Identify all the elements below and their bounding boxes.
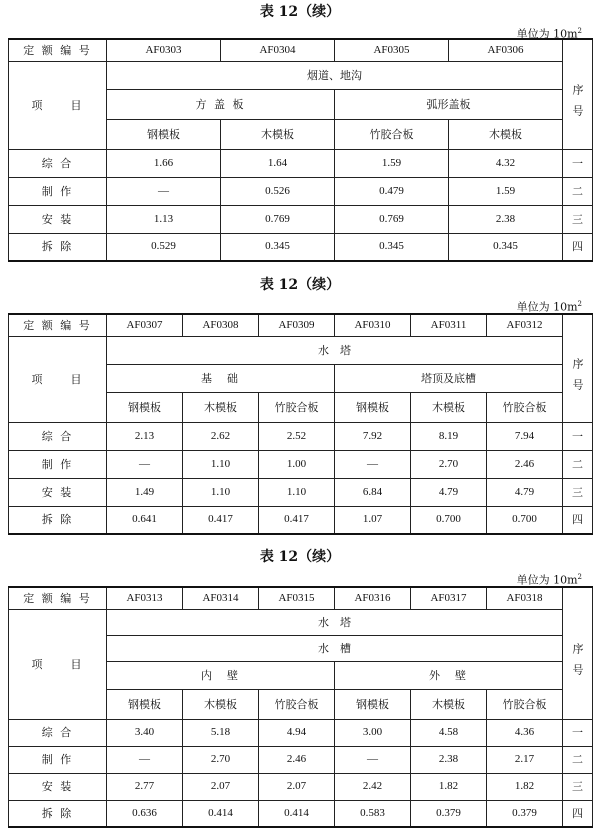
material-header: 钢模板 [335, 689, 411, 719]
value-cell: 1.66 [107, 149, 221, 177]
seq-header-top [563, 39, 593, 61]
value-cell: 2.42 [335, 773, 411, 800]
seq-label: 序号 [563, 336, 593, 422]
value-cell: 0.379 [487, 800, 563, 827]
value-cell: 0.345 [449, 233, 563, 261]
table-row [9, 506, 593, 534]
table-row [9, 478, 593, 506]
row-label: 综 合 [9, 422, 107, 450]
value-cell: 0.479 [335, 177, 449, 205]
value-cell: 4.58 [411, 719, 487, 746]
table-1-unit: 单位为 $10m^2$ [516, 27, 582, 41]
table-row [9, 177, 593, 205]
code-cell: AF0303 [107, 39, 221, 61]
group-sub-header: 水 槽 [107, 635, 563, 661]
table-row [9, 800, 593, 827]
quota-code-label: 定 额 编 号 [9, 587, 107, 609]
table-1-title: 表 12（续） [259, 4, 341, 20]
code-cell: AF0313 [107, 587, 183, 609]
value-cell: 2.70 [411, 450, 487, 478]
subgroup-header: 弧形盖板 [335, 89, 563, 119]
value-cell: 2.77 [107, 773, 183, 800]
seq-cell: 四 [563, 506, 593, 534]
code-cell: AF0314 [183, 587, 259, 609]
material-header: 竹胶合板 [259, 689, 335, 719]
material-header: 钢模板 [107, 392, 183, 422]
subgroup-header: 方 盖 板 [107, 89, 335, 119]
seq-cell: 三 [563, 773, 593, 800]
row-label: 制 作 [9, 450, 107, 478]
row-label: 拆 除 [9, 506, 107, 534]
value-cell: 0.769 [221, 205, 335, 233]
material-header: 钢模板 [107, 119, 221, 149]
item-label: 项 目 [9, 336, 107, 422]
value-cell: 2.62 [183, 422, 259, 450]
value-cell: 4.94 [259, 719, 335, 746]
material-header: 钢模板 [107, 689, 183, 719]
item-label: 项 目 [9, 609, 107, 719]
row-label: 制 作 [9, 177, 107, 205]
table-row [9, 205, 593, 233]
table-row [9, 773, 593, 800]
value-cell: 2.17 [487, 746, 563, 773]
table-3 [8, 586, 593, 828]
value-cell: 1.82 [487, 773, 563, 800]
value-cell: 2.07 [259, 773, 335, 800]
value-cell: 8.19 [411, 422, 487, 450]
group-main-header: 水 塔 [107, 609, 563, 635]
table-row [9, 233, 593, 261]
value-cell: 0.379 [411, 800, 487, 827]
material-header: 木模板 [449, 119, 563, 149]
code-cell: AF0305 [335, 39, 449, 61]
seq-cell: 二 [563, 450, 593, 478]
value-cell: — [107, 177, 221, 205]
value-cell: 0.700 [487, 506, 563, 534]
table-3-unit: 单位为 $10m^2$ [516, 573, 582, 587]
value-cell: 1.10 [259, 478, 335, 506]
row-label: 安 装 [9, 478, 107, 506]
material-header: 钢模板 [335, 392, 411, 422]
row-label: 拆 除 [9, 800, 107, 827]
value-cell: — [107, 746, 183, 773]
row-label: 综 合 [9, 719, 107, 746]
value-cell: 0.636 [107, 800, 183, 827]
value-cell: 0.583 [335, 800, 411, 827]
value-cell: 1.10 [183, 450, 259, 478]
value-cell: 0.641 [107, 506, 183, 534]
subgroup-header: 内 壁 [107, 661, 335, 689]
value-cell: — [335, 450, 411, 478]
value-cell: 1.82 [411, 773, 487, 800]
value-cell: 1.59 [335, 149, 449, 177]
seq-label: 序号 [563, 61, 593, 149]
seq-cell: 四 [563, 800, 593, 827]
value-cell: 2.13 [107, 422, 183, 450]
value-cell: 2.38 [411, 746, 487, 773]
material-header: 木模板 [183, 689, 259, 719]
value-cell: — [107, 450, 183, 478]
group-main-header: 水 塔 [107, 336, 563, 364]
value-cell: 0.345 [221, 233, 335, 261]
table-2-title: 表 12（续） [259, 277, 341, 293]
material-header: 竹胶合板 [487, 392, 563, 422]
code-cell: AF0309 [259, 314, 335, 336]
seq-cell: 三 [563, 205, 593, 233]
seq-header-top [563, 314, 593, 336]
value-cell: 0.414 [183, 800, 259, 827]
quota-code-label: 定 额 编 号 [9, 314, 107, 336]
code-cell: AF0306 [449, 39, 563, 61]
row-label: 拆 除 [9, 233, 107, 261]
value-cell: 2.46 [487, 450, 563, 478]
seq-cell: 四 [563, 233, 593, 261]
code-cell: AF0310 [335, 314, 411, 336]
table-row [9, 746, 593, 773]
value-cell: 1.59 [449, 177, 563, 205]
material-header: 木模板 [221, 119, 335, 149]
value-cell: 0.529 [107, 233, 221, 261]
material-header: 竹胶合板 [335, 119, 449, 149]
table-1 [8, 38, 593, 262]
material-header: 木模板 [411, 689, 487, 719]
table-row [9, 719, 593, 746]
code-cell: AF0308 [183, 314, 259, 336]
row-label: 制 作 [9, 746, 107, 773]
group-main-header: 烟道、地沟 [107, 61, 563, 89]
subgroup-header: 塔顶及底槽 [335, 364, 563, 392]
value-cell: 7.94 [487, 422, 563, 450]
quota-code-label: 定 额 编 号 [9, 39, 107, 61]
table-2 [8, 313, 593, 535]
value-cell: — [335, 746, 411, 773]
material-header: 竹胶合板 [259, 392, 335, 422]
seq-cell: 一 [563, 149, 593, 177]
seq-cell: 二 [563, 177, 593, 205]
row-label: 安 装 [9, 205, 107, 233]
row-label: 安 装 [9, 773, 107, 800]
value-cell: 0.417 [183, 506, 259, 534]
value-cell: 0.526 [221, 177, 335, 205]
value-cell: 1.00 [259, 450, 335, 478]
seq-cell: 三 [563, 478, 593, 506]
seq-cell: 一 [563, 422, 593, 450]
value-cell: 1.49 [107, 478, 183, 506]
value-cell: 3.40 [107, 719, 183, 746]
code-cell: AF0307 [107, 314, 183, 336]
code-cell: AF0316 [335, 587, 411, 609]
value-cell: 3.00 [335, 719, 411, 746]
code-cell: AF0318 [487, 587, 563, 609]
value-cell: 0.345 [335, 233, 449, 261]
row-label: 综 合 [9, 149, 107, 177]
value-cell: 4.79 [411, 478, 487, 506]
value-cell: 1.07 [335, 506, 411, 534]
value-cell: 5.18 [183, 719, 259, 746]
code-cell: AF0311 [411, 314, 487, 336]
value-cell: 1.10 [183, 478, 259, 506]
value-cell: 2.46 [259, 746, 335, 773]
value-cell: 4.79 [487, 478, 563, 506]
table-row [9, 149, 593, 177]
value-cell: 2.52 [259, 422, 335, 450]
value-cell: 0.414 [259, 800, 335, 827]
seq-cell: 二 [563, 746, 593, 773]
code-cell: AF0317 [411, 587, 487, 609]
table-3-title: 表 12（续） [259, 549, 341, 565]
subgroup-header: 外 壁 [335, 661, 563, 689]
code-cell: AF0312 [487, 314, 563, 336]
seq-header-top [563, 587, 593, 609]
value-cell: 1.13 [107, 205, 221, 233]
seq-cell: 一 [563, 719, 593, 746]
value-cell: 0.769 [335, 205, 449, 233]
value-cell: 0.700 [411, 506, 487, 534]
subgroup-header: 基 础 [107, 364, 335, 392]
material-header: 木模板 [183, 392, 259, 422]
seq-label: 序号 [563, 609, 593, 719]
value-cell: 6.84 [335, 478, 411, 506]
item-label: 项 目 [9, 61, 107, 149]
value-cell: 1.64 [221, 149, 335, 177]
code-cell: AF0304 [221, 39, 335, 61]
value-cell: 2.07 [183, 773, 259, 800]
table-2-unit: 单位为 $10m^2$ [516, 300, 582, 314]
material-header: 竹胶合板 [487, 689, 563, 719]
value-cell: 7.92 [335, 422, 411, 450]
value-cell: 4.36 [487, 719, 563, 746]
table-row [9, 450, 593, 478]
material-header: 木模板 [411, 392, 487, 422]
code-cell: AF0315 [259, 587, 335, 609]
value-cell: 4.32 [449, 149, 563, 177]
table-row [9, 422, 593, 450]
value-cell: 2.70 [183, 746, 259, 773]
value-cell: 2.38 [449, 205, 563, 233]
value-cell: 0.417 [259, 506, 335, 534]
